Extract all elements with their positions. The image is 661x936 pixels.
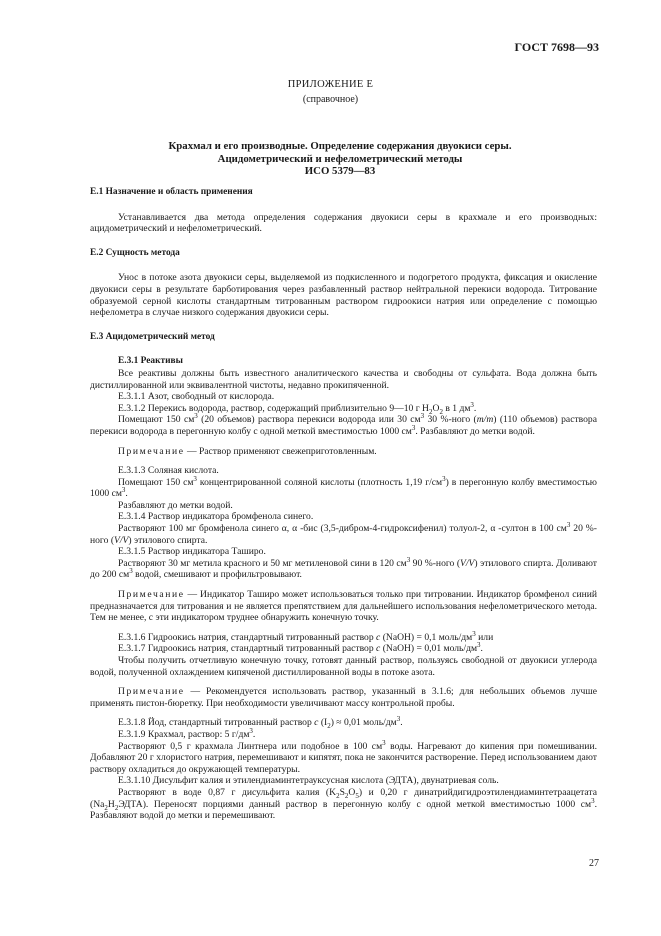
item-e319: Е.3.1.9 Крахмал, раствор: 5 $г/дм^3$.	[118, 726, 256, 740]
paragraph-e1: Устанавливается два метода определения содержания двуокиси серы в крахмале и его производных: ацидометрический и нефелометрический.	[90, 211, 597, 235]
document-title	[90, 140, 590, 178]
paragraph-disulfite: Растворяют в воде 0,87 г дисульфита калия $(K_2S_2O_5)$ и 0,20 г динатрийдигидроэтилендиаминтетраацетата $(Na_2H_2ЭДТА)$. Переносят порциями данный раствор в перегонную колбу с одной меткой вместимостью 1000 $см^3$. Разбавляют водой до метки и перемешивают.	[90, 786, 597, 822]
item-e313: Е.3.1.3 Соляная кислота.	[118, 465, 219, 477]
title-line-2: Ацидометрический и нефелометрический методы	[217, 152, 463, 165]
item-e315: Е.3.1.5 Раствор индикатора Таширо.	[118, 546, 266, 558]
paragraph-hcl: Помещают 150 $см^3$ концентрированной соляной кислоты (плотность 1,19 $г/см^3$) в перегонную колбу вместимостью 1000 $см^3$.	[90, 474, 597, 500]
section-heading-e3: Е.3 Ацидометрический метод	[90, 331, 215, 342]
page-number: 27	[589, 858, 599, 869]
title-line-3: ИСО 5379—83	[304, 165, 376, 178]
item-e317: Е.3.1.7 Гидроокись натрия, стандартный титрованный раствор c (NaOH) = 0,01 моль/$дм^3$.	[118, 641, 483, 655]
item-e3110: Е.3.1.10 Дисульфит калия и этилендиаминтетрауксусная кислота (ЭДТА), двунатриевая соль.	[118, 775, 499, 787]
document-body	[90, 187, 597, 822]
paragraph-hcl-dilute: Разбавляют до метки водой.	[118, 499, 233, 511]
note-2: Примечание — Индикатор Таширо может использоваться только при титровании. Индикатор бромфенол синий предназначается для титрования и не является препятствием для дальнейшего использования нефелометрического метода. Тем не менее, с эти индикатором труднее обнаружить конечную точку.	[90, 589, 597, 624]
item-e314: Е.3.1.4 Раствор индикатора бромфенола синего.	[118, 511, 314, 523]
paragraph-peroxide: Помещают 150 $см^3$ (20 объемов) раствора перекиси водорода или 30 $см^3$ 30 %-ного (m/m) (110 объемов) раствора перекиси водорода в перегонную колбу с одной меткой вместимостью 1000 $см^3$. Разбавляют до метки водой.	[90, 412, 597, 437]
subsection-heading-e31: Е.3.1 Реактивы	[118, 356, 183, 367]
paragraph-starch: Растворяют 0,5 г крахмала Линтнера или подобное в 100 $см^3$ воды. Нагревают до кипения при помешивании. Добавляют 20 г хлористого натрия, перемешивают и кипятят, пока не закончится растворение. Перед использованием дают раствору охладиться до окружающей температуры.	[90, 738, 597, 775]
section-heading-e2: Е.2 Сущность метода	[90, 247, 180, 258]
appendix-title: ПРИЛОЖЕНИЕ Е	[287, 79, 374, 90]
item-e312: Е.3.1.2 Перекись водорода, раствор, содержащий приблизительно 9—10 г $H_2O_2$ в 1 $дм^3$.	[118, 400, 477, 416]
standard-number: ГОСТ 7698—93	[514, 40, 599, 54]
paragraph-naoh: Чтобы получить отчетливую конечную точку, готовят данный раствор, пользуясь свободной от двуокиси углерода водой, полученной охлаждением кипяченой дистиллированной воды в потоке азота.	[90, 655, 597, 678]
paragraph-reagents: Все реактивы должны быть известного аналитического качества и свободны от сульфата. Вода должна быть дистиллированной или эквивалентной чистоты, недавно прокипяченной.	[90, 367, 597, 391]
note-3: Примечание — Рекомендуется использовать раствор, указанный в 3.1.6; для небольших объемов лучше применять пистон-бюретку. При необходимости увеличивают массу контрольной пробы.	[90, 686, 597, 709]
item-e311: Е.3.1.1 Азот, свободный от кислорода.	[118, 391, 275, 403]
appendix-note: (справочное)	[302, 94, 359, 105]
title-line-1: Крахмал и его производные. Определение содержания двуокиси серы.	[168, 140, 512, 152]
note-1: Примечание — Раствор применяют свежеприготовленным.	[118, 445, 377, 457]
paragraph-tashiro: Растворяют 30 мг метила красного и 50 мг метиленовой сини в 120 $см^3$ 90 %-ного (V/V) этилового спирта. Доливают до 200 $см^3$ водой, смешивают и профильтровывают.	[90, 555, 597, 581]
item-e318: Е.3.1.8 Йод, стандартный титрованный раствор c $(I_2) \approx 0,01$ моль/$дм^3$.	[118, 715, 403, 731]
paragraph-bromophenol: Растворяют 100 мг бромфенола синего α, α -бис (3,5-дибром-4-гидроксифенил) толуол-2, α -султон в 100 $см^3$ 20 %-ного (V/V) этилового спирта.	[90, 520, 597, 546]
section-heading-e1: Е.1 Назначение и область применения	[90, 187, 253, 197]
item-e316: Е.3.1.6 Гидроокись натрия, стандартный титрованный раствор c (NaOH) = 0,1 моль/$дм^3$ или	[118, 629, 494, 643]
paragraph-e2: Унос в потоке азота двуокиси серы, выделяемой из подкисленного и подогретого продукта, фиксация и окисление двуокиси серы в результате барботирования через разбавленный раствор нейтральной перекиси водорода. Титрование образуемой серной кислоты стандартным титрованным раствором гидроокиси натрия или определение с помощью нефелометра в случае низкого содержания двуокиси серы.	[90, 272, 597, 319]
